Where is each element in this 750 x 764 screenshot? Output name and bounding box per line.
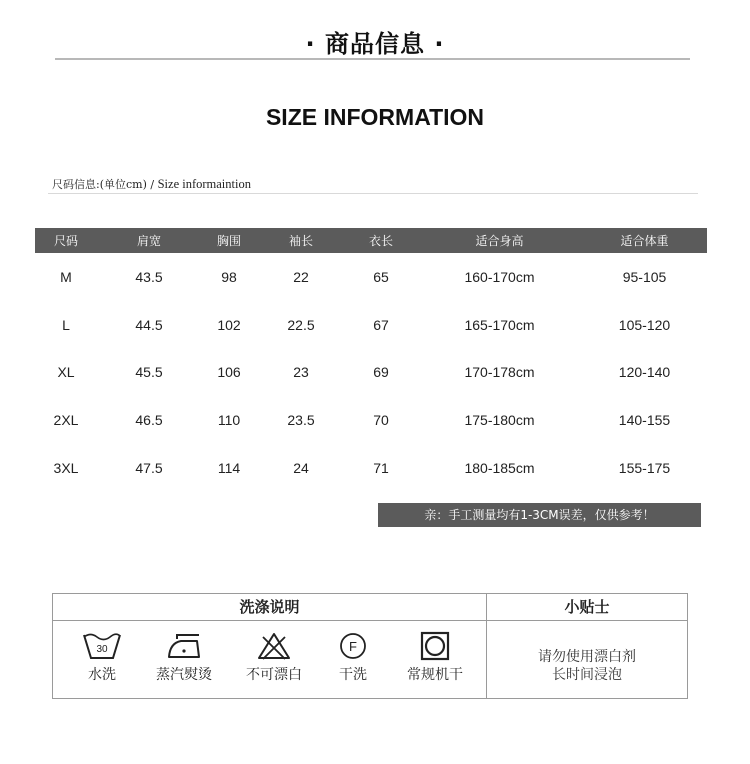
care-instructions-box [52,593,688,699]
table-cell: 3XL [53,460,79,477]
table-cell: M [60,268,72,285]
subtitle-divider [48,193,698,194]
table-cell: 110 [217,412,241,429]
table-cell: 47.5 [135,460,163,477]
table-cell: 180-185cm [464,460,535,477]
steam-iron-icon [163,631,205,661]
subtitle-en: Size informaintion [157,177,251,191]
page-title: · 商品信息 · [305,30,445,58]
table-cell: 170-178cm [464,364,535,381]
table-cell: 2XL [53,412,79,429]
care-label: 干洗 [339,667,367,683]
table-cell: 67 [373,316,389,333]
size-subtitle [52,176,251,192]
table-cell: 160-170cm [464,268,535,285]
table-row [35,349,707,397]
care-label: 水洗 [88,667,116,683]
table-cell: XL [57,364,75,381]
care-item-dry-clean [313,631,393,684]
care-title: 洗涤说明 [53,594,486,621]
care-label: 蒸汽熨烫 [156,667,212,683]
tip-line: 请勿使用漂白剂 [538,649,636,665]
table-row [35,396,707,444]
table-cell: 70 [373,412,389,429]
table-cell: 155-175 [618,460,671,477]
column-header: 肩宽 [97,228,201,253]
table-cell: 65 [373,268,389,285]
table-cell: 46.5 [135,412,163,429]
care-item-wash [62,631,142,684]
table-cell: 98 [221,268,237,285]
table-cell: 44.5 [135,316,163,333]
no-bleach-icon [253,631,295,661]
table-cell: 45.5 [135,364,163,381]
table-cell: 23.5 [287,412,315,429]
care-label: 不可漂白 [246,667,302,683]
column-header: 袖长 [257,228,345,253]
wash-30-icon [81,631,123,661]
svg-text:30: 30 [96,644,108,655]
size-table [35,228,707,492]
table-cell: 23 [293,364,309,381]
measurement-note: 亲：手工测量均有1-3CM误差，仅供参考！ [378,503,701,527]
column-header: 胸围 [201,228,257,253]
table-cell: 140-155 [618,412,671,429]
column-header: 适合身高 [417,228,582,253]
tips-title: 小贴士 [487,594,687,621]
tumble-dry-icon [414,631,456,661]
column-header: 尺码 [35,228,97,253]
table-row [35,444,707,492]
subtitle-cn: 尺码信息:(单位cm) / [52,178,158,191]
care-label: 常规机干 [407,667,463,683]
table-cell: 105-120 [618,316,671,333]
table-cell: 95-105 [622,268,667,285]
care-item-tumble-dry [395,631,475,684]
table-row [35,253,707,301]
svg-text:F: F [349,639,357,654]
table-cell: 43.5 [135,268,163,285]
table-cell: 102 [217,316,241,333]
table-cell: 71 [373,460,389,477]
table-header-row [35,228,707,253]
care-item-iron [144,631,224,684]
table-cell: L [62,316,70,333]
column-header: 衣长 [345,228,417,253]
table-cell: 120-140 [618,364,671,381]
table-cell: 69 [373,364,389,381]
tip-line: 长时间浸泡 [552,667,622,683]
care-item-no-bleach [234,631,314,684]
table-row [35,301,707,349]
table-cell: 165-170cm [464,316,535,333]
tips-text [487,648,687,684]
column-header: 适合体重 [582,228,707,253]
section-title: SIZE INFORMATION [265,104,485,130]
table-cell: 22 [293,268,309,285]
dry-clean-icon [332,631,374,661]
title-divider [55,58,690,60]
table-cell: 22.5 [287,316,315,333]
table-cell: 106 [217,364,241,381]
table-cell: 175-180cm [464,412,535,429]
table-cell: 24 [293,460,309,477]
table-cell: 114 [217,460,241,477]
